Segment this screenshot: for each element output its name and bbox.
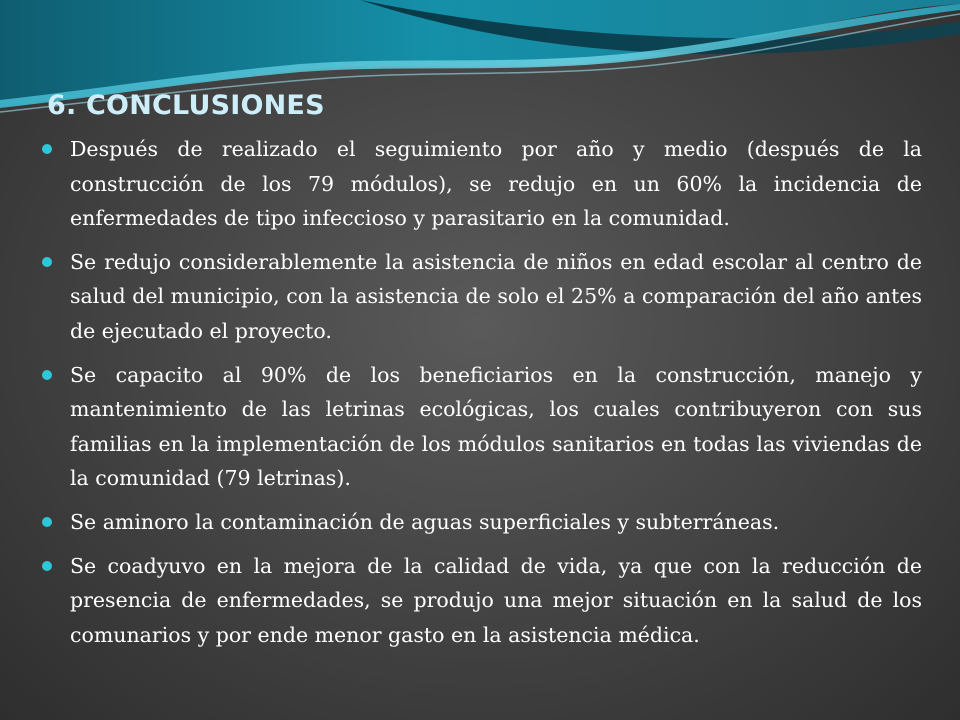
bullet-dot-icon [42,257,52,267]
bullet-dot-icon [42,517,52,527]
bullet-item [40,358,922,496]
bullet-dot-icon [42,144,52,154]
bullet-list [40,132,922,661]
slide-title: 6. CONCLUSIONES [47,90,325,121]
bullet-text: Después de realizado el seguimiento por año y medio (después de la construcción de los 79 módulos), se redujo en un 60% la incidencia de enfermedades de tipo infeccioso y parasitario en la comunidad. [70,137,922,231]
bullet-text: Se capacito al 90% de los beneficiarios en la construcción, manejo y mantenimiento de las letrinas ecológicas, los cuales contribuyeron con sus familias en la implementación de los módulos sanitarios en todas las viviendas de la comunidad (79 letrinas). [70,362,922,491]
bullet-text: Se aminoro la contaminación de aguas superficiales y subterráneas. [70,509,780,534]
bullet-item [40,132,922,236]
bullet-dot-icon [42,370,52,380]
bullet-text: Se coadyuvo en la mejora de la calidad de vida, ya que con la reducción de presencia de enfermedades, se produjo una mejor situación en la salud de los comunarios y por ende menor gasto en la asistencia médica. [70,553,922,647]
bullet-item [40,505,922,540]
bullet-dot-icon [42,561,52,571]
bullet-item [40,549,922,653]
bullet-item [40,245,922,349]
bullet-text: Se redujo considerablemente la asistencia de niños en edad escolar al centro de salud del municipio, con la asistencia de solo el 25% a comparación del año antes de ejecutado el proyecto. [70,249,922,343]
